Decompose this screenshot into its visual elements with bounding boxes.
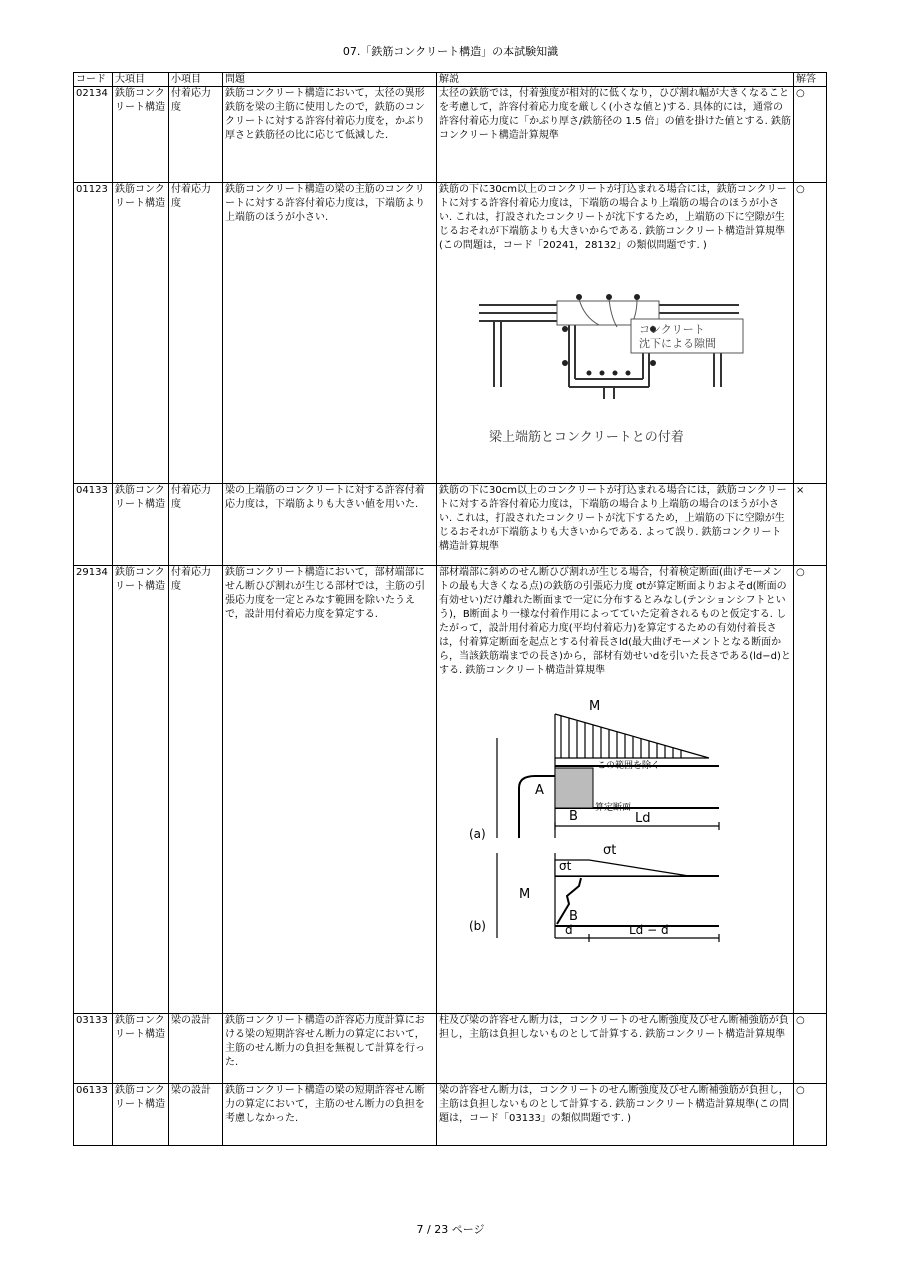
figure-label-M-b: M xyxy=(519,887,531,902)
header-answer: 解答 xyxy=(794,73,827,87)
explanation-cell: 鉄筋の下に30cm以上のコンクリートが打込まれる場合には，鉄筋コンクリートに対する許容付着応力度は，下端筋の場合より上端筋の場合のほうが小さい. これは，打設されたコンクリートが沈下するため，上端筋の下に空隙が生じるおそれが下端筋よりも大きいからである. よって誤り. 鉄筋コンクリート構造計算規準 xyxy=(437,484,794,566)
major-cell: 鉄筋コンクリート構造 xyxy=(113,183,169,484)
answer-cell: ○ xyxy=(794,183,827,484)
minor-cell: 梁の設計 xyxy=(169,1014,223,1084)
table-row xyxy=(74,1084,827,1146)
header-minor: 小項目 xyxy=(169,73,223,87)
tension-shift-figure xyxy=(439,698,789,943)
beam-bond-figure xyxy=(439,267,789,457)
figure-label-concrete: コンクリート xyxy=(639,323,705,336)
answer-cell: ○ xyxy=(794,566,827,1014)
minor-cell: 付着応力度 xyxy=(169,87,223,183)
figure-label-Ld-d: Ld − d xyxy=(629,923,669,937)
figure-label-B: B xyxy=(569,809,578,824)
table-row xyxy=(74,183,827,484)
minor-cell: 梁の設計 xyxy=(169,1084,223,1146)
figure-caption: 梁上端筋とコンクリートとの付着 xyxy=(489,430,684,445)
table-row xyxy=(74,1014,827,1084)
figure-label-M: M xyxy=(589,699,601,714)
figure-note-exclude: この範囲を除く xyxy=(597,761,661,771)
figure-label-Ld: Ld xyxy=(635,811,651,826)
table-row xyxy=(74,484,827,566)
explanation-cell xyxy=(437,183,794,484)
figure-note-section: 算定断面 xyxy=(595,803,632,813)
figure-label-d: d xyxy=(565,923,573,937)
figure-label-b: (b) xyxy=(469,919,486,933)
question-cell: 鉄筋コンクリート構造の許容応力度計算における梁の短期許容せん断力の算定において，主筋のせん断力の負担を無視して計算を行った. xyxy=(223,1014,437,1084)
question-cell: 鉄筋コンクリート構造において，部材端部にせん断ひび割れが生じる部材では，主筋の引張応力度を一定とみなす範囲を除いたうえで，設計用付着応力度を算定する. xyxy=(223,566,437,1014)
page-number: 7 / 23 ページ xyxy=(416,1223,485,1236)
question-cell: 梁の上端筋のコンクリートに対する許容付着応力度は，下端筋よりも大きい値を用いた. xyxy=(223,484,437,566)
table-header-row xyxy=(74,73,827,87)
answer-cell: × xyxy=(794,484,827,566)
table-row xyxy=(74,87,827,183)
figure-label-sigma: σt xyxy=(603,843,617,858)
header-major: 大項目 xyxy=(113,73,169,87)
code-cell: 06133 xyxy=(74,1084,113,1146)
explanation-text: 鉄筋の下に30cm以上のコンクリートが打込まれる場合には，鉄筋コンクリートに対する許容付着応力度は，下端筋の場合より上端筋の場合のほうが小さい. これは，打設されたコンクリートが沈下するため，上端筋の下に空隙が生じるおそれが下端筋よりも大きいからである. 鉄筋コンクリート構造計算規準(この問題は，コード「20241，28132」の類似問題です. ) xyxy=(439,184,787,251)
code-cell: 29134 xyxy=(74,566,113,1014)
figure-label-sigma-2: σt xyxy=(559,859,572,873)
header-explanation: 解説 xyxy=(437,73,794,87)
explanation-cell: 柱及び梁の許容せん断力は，コンクリートのせん断強度及びせん断補強筋が負担し，主筋は負担しないものとして計算する. 鉄筋コンクリート構造計算規準 xyxy=(437,1014,794,1084)
question-cell: 鉄筋コンクリート構造の梁の短期許容せん断力の算定において，主筋のせん断力の負担を考慮しなかった. xyxy=(223,1084,437,1146)
figure-label-A: A xyxy=(535,783,544,798)
header-code: コード xyxy=(74,73,113,87)
question-table xyxy=(73,72,827,1146)
code-cell: 03133 xyxy=(74,1014,113,1084)
explanation-cell xyxy=(437,566,794,1014)
figure-label-a: (a) xyxy=(469,827,486,841)
minor-cell: 付着応力度 xyxy=(169,566,223,1014)
answer-cell: ○ xyxy=(794,87,827,183)
explanation-cell: 太径の鉄筋では，付着強度が相対的に低くなり，ひび割れ幅が大きくなることを考慮して，許容付着応力度を厳しく(小さな値と)する. 具体的には，通常の許容付着応力度に「かぶり厚さ/鉄筋径の 1.5 倍」の値を掛けた値とする. 鉄筋コンクリート構造計算規準 xyxy=(437,87,794,183)
minor-cell: 付着応力度 xyxy=(169,484,223,566)
code-cell: 04133 xyxy=(74,484,113,566)
table-row xyxy=(74,566,827,1014)
major-cell: 鉄筋コンクリート構造 xyxy=(113,87,169,183)
major-cell: 鉄筋コンクリート構造 xyxy=(113,1084,169,1146)
answer-cell: ○ xyxy=(794,1014,827,1084)
code-cell: 01123 xyxy=(74,183,113,484)
header-question: 問題 xyxy=(223,73,437,87)
answer-cell: ○ xyxy=(794,1084,827,1146)
major-cell: 鉄筋コンクリート構造 xyxy=(113,566,169,1014)
explanation-text: 部材端部に斜めのせん断ひび割れが生じる場合，付着検定断面(曲げモーメントの最も大きくなる点)の鉄筋の引張応力度 σtが算定断面よりおよそd(断面の有効せい)だけ離れた断面まで一定に分布するとみなし(テンションシフトという)，B断面より一様な付着作用によってていた定着されるものと仮定する. したがって，設計用付着応力度(平均付着応力)を算定するための有効付着長さは，付着算定断面を起点とする付着長さld(最大曲げモーメントとなる断面から，当該鉄筋端までの長さ)から，部材有効せいdを引いた長さである(ld−d)とする. 鉄筋コンクリート構造計算規準 xyxy=(439,567,791,676)
major-cell: 鉄筋コンクリート構造 xyxy=(113,484,169,566)
question-cell: 鉄筋コンクリート構造において，太径の異形鉄筋を梁の主筋に使用したので，鉄筋のコンクリートに対する許容付着応力度を，かぶり厚さと鉄筋径の比に応じて低減した. xyxy=(223,87,437,183)
major-cell: 鉄筋コンクリート構造 xyxy=(113,1014,169,1084)
explanation-cell: 梁の許容せん断力は，コンクリートのせん断強度及びせん断補強筋が負担し，主筋は負担しないものとして計算する. 鉄筋コンクリート構造計算規準(この問題は，コード「03133」の類似問題です. ) xyxy=(437,1084,794,1146)
minor-cell: 付着応力度 xyxy=(169,183,223,484)
figure-label-B-b: B xyxy=(569,909,578,924)
page-title: 07.「鉄筋コンクリート構造」の本試験知識 xyxy=(342,45,559,58)
figure-label-gap: 沈下による隙間 xyxy=(639,337,716,350)
code-cell: 02134 xyxy=(74,87,113,183)
question-cell: 鉄筋コンクリート構造の梁の主筋のコンクリートに対する許容付着応力度は，下端筋より上端筋のほうが小さい. xyxy=(223,183,437,484)
